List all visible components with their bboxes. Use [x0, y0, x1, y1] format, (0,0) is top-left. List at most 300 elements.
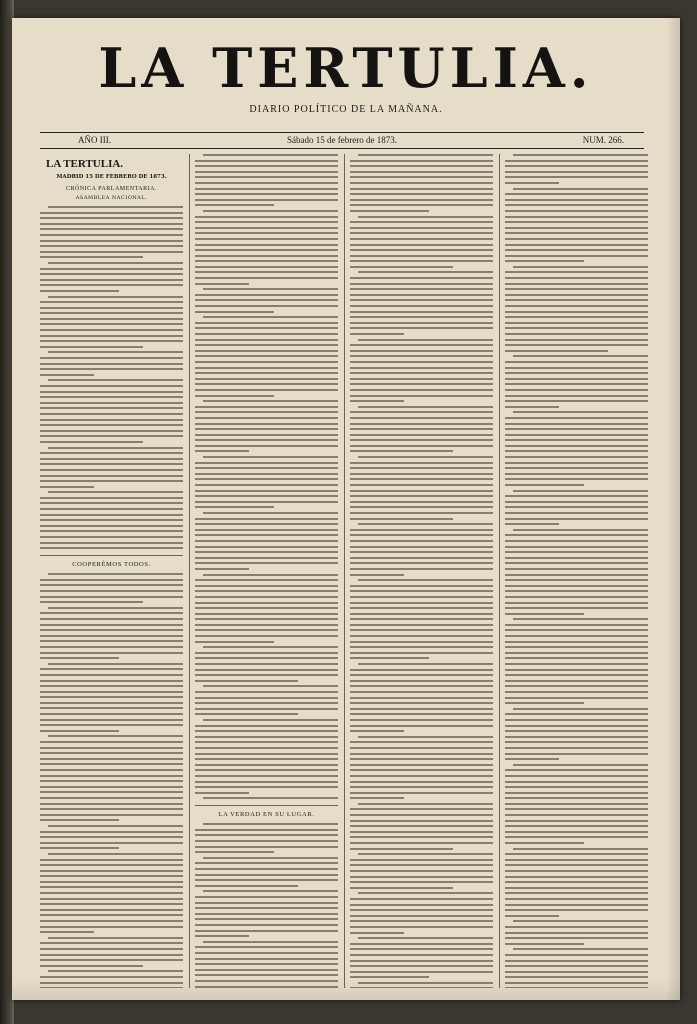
text-line — [40, 624, 183, 626]
text-line — [195, 529, 338, 531]
text-line — [195, 305, 338, 307]
text-line — [358, 937, 493, 939]
column-divider — [344, 154, 345, 988]
text-line — [40, 579, 183, 581]
text-line — [40, 752, 183, 754]
text-line — [505, 395, 648, 397]
text-line — [350, 909, 493, 911]
text-line — [195, 764, 338, 766]
text-line — [350, 641, 493, 643]
text-line — [505, 574, 648, 576]
text-line — [350, 864, 493, 866]
text-line — [505, 870, 648, 872]
text-line — [350, 238, 493, 240]
text-line — [195, 428, 338, 430]
text-line — [505, 428, 648, 430]
newspaper-page — [12, 18, 680, 1000]
text-line — [40, 480, 183, 482]
text-line — [40, 284, 183, 286]
text-line — [505, 825, 648, 827]
text-line — [505, 462, 648, 464]
text-line — [40, 870, 183, 872]
text-line — [505, 305, 648, 307]
text-line — [40, 536, 183, 538]
text-line — [350, 971, 493, 973]
text-line — [40, 245, 183, 247]
text-line — [40, 847, 119, 849]
text-line — [195, 924, 338, 926]
text-line — [350, 568, 493, 570]
text-line — [195, 506, 274, 508]
text-line — [40, 791, 183, 793]
text-line — [40, 814, 183, 816]
text-line — [195, 299, 338, 301]
text-line — [40, 769, 183, 771]
text-line — [505, 864, 648, 866]
column-4 — [505, 154, 648, 988]
text-line — [195, 411, 338, 413]
text-line — [40, 926, 183, 928]
text-line — [505, 943, 584, 945]
text-line — [195, 277, 338, 279]
text-line — [358, 579, 493, 581]
text-line — [513, 948, 648, 950]
text-line — [505, 288, 648, 290]
text-line — [505, 663, 648, 665]
text-line — [195, 829, 338, 831]
text-line — [48, 853, 183, 855]
text-line — [40, 407, 183, 409]
text-line — [40, 954, 183, 956]
text-line — [40, 612, 183, 614]
text-line — [350, 842, 493, 844]
text-line — [350, 926, 493, 928]
text-line — [350, 316, 493, 318]
text-line — [505, 232, 648, 234]
text-line — [40, 329, 183, 331]
text-line — [505, 758, 559, 760]
text-line — [505, 417, 648, 419]
text-line — [40, 674, 183, 676]
text-line — [40, 640, 183, 642]
text-line — [505, 590, 648, 592]
text-line — [505, 534, 648, 536]
text-line — [195, 266, 338, 268]
text-line — [505, 484, 584, 486]
text-line — [195, 885, 298, 887]
text-line — [358, 853, 493, 855]
text-line — [505, 792, 648, 794]
text-line — [195, 423, 338, 425]
text-line — [40, 875, 183, 877]
text-line — [350, 227, 493, 229]
text-line — [195, 551, 338, 553]
text-line — [195, 963, 338, 965]
text-line — [350, 932, 404, 934]
text-line — [350, 574, 404, 576]
text-line — [40, 228, 183, 230]
text-line — [195, 339, 338, 341]
text-line — [195, 641, 274, 643]
text-line — [195, 851, 274, 853]
text-line — [505, 294, 648, 296]
text-line — [195, 935, 249, 937]
text-line — [505, 965, 648, 967]
text-line — [40, 635, 183, 637]
text-line — [195, 395, 274, 397]
text-line — [505, 842, 584, 844]
text-line — [350, 506, 493, 508]
text-line — [505, 176, 648, 178]
text-line — [350, 450, 453, 452]
text-line — [195, 713, 298, 715]
text-line — [350, 814, 493, 816]
text-line — [350, 260, 493, 262]
text-line — [40, 808, 183, 810]
text-line — [505, 803, 648, 805]
text-line — [350, 624, 493, 626]
text-line — [195, 725, 338, 727]
article-text-block — [505, 154, 648, 988]
text-line — [513, 920, 648, 922]
text-line — [195, 618, 338, 620]
text-line — [350, 255, 493, 257]
text-line — [350, 299, 493, 301]
text-line — [505, 775, 648, 777]
text-line — [505, 271, 648, 273]
text-line — [505, 781, 648, 783]
text-line — [195, 534, 338, 536]
text-line — [505, 327, 648, 329]
text-line — [195, 680, 298, 682]
text-line — [350, 646, 493, 648]
text-line — [350, 400, 404, 402]
text-line — [350, 753, 493, 755]
text-line — [505, 255, 648, 257]
text-line — [505, 719, 648, 721]
text-line — [350, 199, 493, 201]
text-line — [40, 256, 143, 258]
page-shadow — [12, 978, 680, 1000]
text-line — [505, 641, 648, 643]
text-line — [350, 193, 493, 195]
text-line — [350, 367, 493, 369]
text-line — [195, 913, 338, 915]
text-line — [195, 434, 338, 436]
text-line — [195, 775, 338, 777]
text-line — [350, 562, 493, 564]
text-line — [505, 367, 648, 369]
text-line — [40, 469, 183, 471]
text-line — [195, 557, 338, 559]
text-line — [505, 551, 648, 553]
text-line — [195, 657, 338, 659]
text-line — [350, 775, 493, 777]
text-line — [195, 697, 338, 699]
text-line — [195, 896, 338, 898]
text-line — [195, 769, 338, 771]
text-line — [505, 165, 648, 167]
text-line — [195, 478, 338, 480]
text-line — [505, 691, 648, 693]
text-line — [48, 491, 183, 493]
text-line — [350, 898, 493, 900]
text-line — [505, 249, 648, 251]
text-line — [350, 848, 453, 850]
text-line — [505, 260, 584, 262]
text-line — [40, 323, 183, 325]
text-line — [195, 484, 338, 486]
text-line — [40, 668, 183, 670]
text-line — [350, 221, 493, 223]
text-line — [195, 199, 338, 201]
text-line — [195, 546, 338, 548]
text-line — [350, 954, 493, 956]
text-line — [40, 217, 183, 219]
text-line — [350, 378, 493, 380]
text-line — [48, 379, 183, 381]
text-line — [195, 450, 249, 452]
text-line — [505, 887, 648, 889]
text-line — [505, 613, 584, 615]
text-line — [40, 959, 183, 961]
text-line — [513, 529, 648, 531]
text-line — [505, 439, 648, 441]
text-line — [505, 562, 648, 564]
text-line — [40, 881, 183, 883]
text-line — [350, 423, 493, 425]
text-line — [350, 708, 493, 710]
text-line — [203, 646, 338, 648]
text-line — [350, 680, 493, 682]
text-line — [350, 160, 493, 162]
text-line — [203, 823, 338, 825]
text-line — [195, 238, 338, 240]
text-line — [195, 540, 338, 542]
column-divider — [189, 154, 190, 988]
text-line — [350, 171, 493, 173]
text-line — [195, 232, 338, 234]
text-line — [513, 618, 648, 620]
text-line — [195, 406, 338, 408]
text-line — [48, 825, 183, 827]
text-line — [505, 244, 648, 246]
text-line — [505, 657, 648, 659]
text-line — [195, 590, 338, 592]
text-line — [505, 227, 648, 229]
text-line — [505, 322, 648, 324]
text-line — [40, 652, 183, 654]
text-line — [505, 495, 648, 497]
issue-date: Sábado 15 de febrero de 1873. — [287, 135, 397, 145]
text-line — [40, 268, 183, 270]
text-line — [40, 903, 183, 905]
text-line — [505, 585, 648, 587]
text-line — [40, 646, 183, 648]
text-line — [505, 797, 648, 799]
text-line — [40, 419, 183, 421]
text-line — [203, 719, 338, 721]
text-line — [505, 182, 559, 184]
text-line — [48, 206, 183, 208]
text-line — [203, 512, 338, 514]
text-line — [350, 613, 493, 615]
text-line — [40, 730, 119, 732]
text-line — [40, 335, 183, 337]
text-line — [350, 836, 493, 838]
text-line — [195, 182, 338, 184]
text-line — [350, 697, 493, 699]
text-line — [40, 402, 183, 404]
text-line — [40, 724, 183, 726]
text-line — [350, 730, 404, 732]
text-line — [513, 490, 648, 492]
text-line — [505, 904, 648, 906]
column-3 — [350, 154, 493, 988]
text-line — [40, 441, 143, 443]
text-line — [195, 602, 338, 604]
text-line — [40, 346, 143, 348]
text-line — [350, 551, 493, 553]
text-line — [350, 501, 493, 503]
text-line — [358, 154, 493, 156]
text-line — [195, 383, 338, 385]
text-line — [40, 290, 119, 292]
text-line — [40, 525, 183, 527]
text-line — [358, 406, 493, 408]
text-line — [358, 892, 493, 894]
text-line — [505, 193, 648, 195]
text-line — [40, 547, 183, 549]
text-line — [350, 635, 493, 637]
text-line — [350, 165, 493, 167]
text-line — [40, 307, 183, 309]
text-line — [350, 674, 493, 676]
text-line — [195, 624, 338, 626]
text-line — [203, 857, 338, 859]
text-line — [195, 389, 338, 391]
text-line — [505, 960, 648, 962]
text-line — [203, 574, 338, 576]
text-line — [505, 378, 648, 380]
text-line — [195, 952, 338, 954]
text-line — [350, 417, 493, 419]
text-line — [350, 283, 493, 285]
text-line — [195, 495, 338, 497]
text-line — [195, 868, 338, 870]
text-line — [195, 355, 338, 357]
text-line — [195, 193, 338, 195]
text-line — [350, 797, 404, 799]
text-line — [350, 462, 493, 464]
text-line — [358, 523, 493, 525]
text-line — [195, 165, 338, 167]
text-line — [505, 741, 648, 743]
text-line — [40, 747, 183, 749]
text-line — [195, 702, 338, 704]
text-line — [195, 607, 338, 609]
text-line — [505, 283, 648, 285]
text-line — [513, 848, 648, 850]
text-line — [505, 557, 648, 559]
text-line — [195, 579, 338, 581]
text-line — [195, 501, 338, 503]
text-line — [513, 355, 648, 357]
text-line — [350, 652, 493, 654]
text-line — [505, 579, 648, 581]
text-line — [350, 389, 493, 391]
text-line — [350, 512, 493, 514]
text-line — [195, 260, 338, 262]
text-line — [195, 974, 338, 976]
text-line — [195, 490, 338, 492]
text-line — [505, 406, 559, 408]
text-line — [505, 506, 648, 508]
text-line — [350, 266, 453, 268]
text-line — [350, 596, 493, 598]
column-date: MADRID 15 DE FEBRERO DE 1873. — [56, 174, 167, 180]
text-line — [40, 363, 183, 365]
text-line — [505, 697, 648, 699]
text-line — [195, 946, 338, 948]
text-line — [505, 478, 648, 480]
text-line — [505, 568, 648, 570]
text-line — [350, 534, 493, 536]
text-line — [513, 764, 648, 766]
text-line — [350, 277, 493, 279]
text-line — [203, 685, 338, 687]
text-line — [350, 719, 493, 721]
text-line — [195, 311, 274, 313]
text-line — [350, 557, 493, 559]
text-line — [350, 484, 493, 486]
text-line — [195, 663, 338, 665]
text-line — [350, 333, 404, 335]
text-line — [195, 652, 338, 654]
text-line — [358, 456, 493, 458]
text-line — [40, 629, 183, 631]
text-line — [40, 696, 183, 698]
text-line — [513, 266, 648, 268]
text-line — [195, 462, 338, 464]
text-line — [195, 840, 338, 842]
text-line — [505, 339, 648, 341]
text-line — [195, 467, 338, 469]
text-line — [350, 445, 493, 447]
text-line — [350, 713, 493, 715]
text-line — [195, 792, 249, 794]
text-line — [505, 915, 559, 917]
text-line — [505, 216, 648, 218]
text-line — [350, 769, 493, 771]
text-line — [505, 602, 648, 604]
text-line — [40, 920, 183, 922]
text-line — [505, 937, 648, 939]
text-line — [505, 546, 648, 548]
text-line — [350, 657, 429, 659]
text-line — [350, 518, 453, 520]
text-line — [505, 423, 648, 425]
text-line — [195, 674, 338, 676]
text-line — [505, 853, 648, 855]
text-line — [195, 846, 338, 848]
text-line — [40, 463, 183, 465]
text-line — [195, 344, 338, 346]
text-line — [40, 301, 183, 303]
text-line — [40, 212, 183, 214]
text-line — [40, 514, 183, 516]
text-line — [40, 931, 94, 933]
